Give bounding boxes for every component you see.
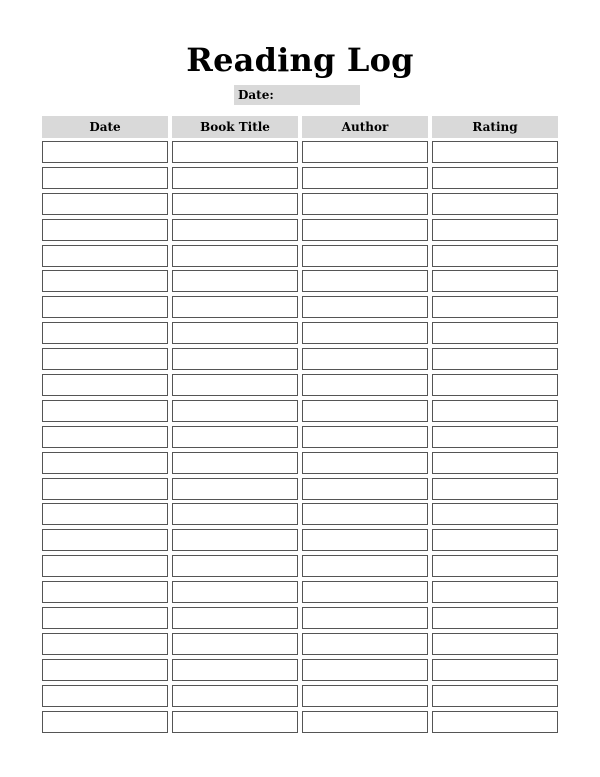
cell-author[interactable] xyxy=(302,659,428,681)
cell-rating[interactable] xyxy=(432,167,558,189)
cell-rating[interactable] xyxy=(432,685,558,707)
cell-book-title[interactable] xyxy=(172,503,298,525)
table-row xyxy=(42,193,558,215)
table-row xyxy=(42,348,558,370)
cell-author[interactable] xyxy=(302,685,428,707)
cell-book-title[interactable] xyxy=(172,322,298,344)
table-row xyxy=(42,581,558,603)
table-row xyxy=(42,711,558,733)
table-row xyxy=(42,659,558,681)
cell-author[interactable] xyxy=(302,581,428,603)
cell-author[interactable] xyxy=(302,322,428,344)
cell-rating[interactable] xyxy=(432,322,558,344)
cell-author[interactable] xyxy=(302,348,428,370)
table-row xyxy=(42,296,558,318)
cell-rating[interactable] xyxy=(432,529,558,551)
date-field[interactable] xyxy=(234,85,360,105)
cell-book-title[interactable] xyxy=(172,555,298,577)
cell-date[interactable] xyxy=(42,245,168,267)
table-row xyxy=(42,633,558,655)
cell-date[interactable] xyxy=(42,270,168,292)
column-header-author: Author xyxy=(302,116,428,138)
cell-author[interactable] xyxy=(302,193,428,215)
cell-author[interactable] xyxy=(302,296,428,318)
cell-book-title[interactable] xyxy=(172,659,298,681)
cell-book-title[interactable] xyxy=(172,270,298,292)
cell-author[interactable] xyxy=(302,478,428,500)
cell-author[interactable] xyxy=(302,529,428,551)
column-header-date: Date xyxy=(42,116,168,138)
cell-rating[interactable] xyxy=(432,659,558,681)
cell-rating[interactable] xyxy=(432,270,558,292)
table-row xyxy=(42,452,558,474)
cell-book-title[interactable] xyxy=(172,633,298,655)
table-row xyxy=(42,141,558,163)
cell-book-title[interactable] xyxy=(172,193,298,215)
cell-author[interactable] xyxy=(302,374,428,396)
cell-book-title[interactable] xyxy=(172,219,298,241)
cell-rating[interactable] xyxy=(432,607,558,629)
cell-rating[interactable] xyxy=(432,452,558,474)
table-row xyxy=(42,426,558,448)
table-row xyxy=(42,167,558,189)
cell-date[interactable] xyxy=(42,555,168,577)
cell-book-title[interactable] xyxy=(172,167,298,189)
cell-rating[interactable] xyxy=(432,426,558,448)
table-row xyxy=(42,529,558,551)
cell-book-title[interactable] xyxy=(172,685,298,707)
cell-book-title[interactable] xyxy=(172,607,298,629)
cell-date[interactable] xyxy=(42,167,168,189)
cell-date[interactable] xyxy=(42,322,168,344)
table-row xyxy=(42,607,558,629)
table-header xyxy=(42,116,558,141)
cell-author[interactable] xyxy=(302,503,428,525)
cell-date[interactable] xyxy=(42,348,168,370)
cell-rating[interactable] xyxy=(432,711,558,733)
cell-rating[interactable] xyxy=(432,555,558,577)
cell-date[interactable] xyxy=(42,141,168,163)
cell-book-title[interactable] xyxy=(172,400,298,422)
cell-author[interactable] xyxy=(302,167,428,189)
cell-rating[interactable] xyxy=(432,633,558,655)
cell-rating[interactable] xyxy=(432,374,558,396)
cell-rating[interactable] xyxy=(432,503,558,525)
cell-author[interactable] xyxy=(302,270,428,292)
cell-book-title[interactable] xyxy=(172,529,298,551)
cell-author[interactable] xyxy=(302,219,428,241)
cell-rating[interactable] xyxy=(432,193,558,215)
cell-author[interactable] xyxy=(302,245,428,267)
cell-date[interactable] xyxy=(42,374,168,396)
cell-author[interactable] xyxy=(302,555,428,577)
cell-rating[interactable] xyxy=(432,348,558,370)
cell-date[interactable] xyxy=(42,581,168,603)
date-label: Date: xyxy=(238,88,274,102)
page-title: Reading Log xyxy=(186,41,414,79)
cell-book-title[interactable] xyxy=(172,581,298,603)
cell-author[interactable] xyxy=(302,452,428,474)
table-row xyxy=(42,245,558,267)
cell-date[interactable] xyxy=(42,659,168,681)
column-header-rating: Rating xyxy=(432,116,558,138)
cell-date[interactable] xyxy=(42,685,168,707)
cell-book-title[interactable] xyxy=(172,141,298,163)
cell-rating[interactable] xyxy=(432,296,558,318)
table-row xyxy=(42,555,558,577)
cell-date[interactable] xyxy=(42,400,168,422)
table-body xyxy=(42,141,558,736)
cell-author[interactable] xyxy=(302,607,428,629)
cell-book-title[interactable] xyxy=(172,348,298,370)
table-row xyxy=(42,322,558,344)
cell-date[interactable] xyxy=(42,452,168,474)
cell-book-title[interactable] xyxy=(172,374,298,396)
cell-rating[interactable] xyxy=(432,141,558,163)
table-row xyxy=(42,503,558,525)
table-row xyxy=(42,478,558,500)
cell-rating[interactable] xyxy=(432,581,558,603)
cell-book-title[interactable] xyxy=(172,452,298,474)
cell-book-title[interactable] xyxy=(172,478,298,500)
cell-rating[interactable] xyxy=(432,478,558,500)
cell-date[interactable] xyxy=(42,219,168,241)
table-row xyxy=(42,400,558,422)
cell-rating[interactable] xyxy=(432,245,558,267)
table-row xyxy=(42,270,558,292)
cell-date[interactable] xyxy=(42,633,168,655)
cell-date[interactable] xyxy=(42,478,168,500)
cell-author[interactable] xyxy=(302,711,428,733)
cell-author[interactable] xyxy=(302,141,428,163)
cell-book-title[interactable] xyxy=(172,296,298,318)
cell-date[interactable] xyxy=(42,607,168,629)
table-row xyxy=(42,685,558,707)
cell-book-title[interactable] xyxy=(172,426,298,448)
cell-book-title[interactable] xyxy=(172,245,298,267)
cell-date[interactable] xyxy=(42,296,168,318)
cell-date[interactable] xyxy=(42,529,168,551)
cell-rating[interactable] xyxy=(432,400,558,422)
cell-author[interactable] xyxy=(302,426,428,448)
cell-date[interactable] xyxy=(42,193,168,215)
table-row xyxy=(42,219,558,241)
cell-author[interactable] xyxy=(302,633,428,655)
cell-author[interactable] xyxy=(302,400,428,422)
column-header-book-title: Book Title xyxy=(172,116,298,138)
cell-date[interactable] xyxy=(42,426,168,448)
cell-date[interactable] xyxy=(42,503,168,525)
cell-rating[interactable] xyxy=(432,219,558,241)
table-row xyxy=(42,374,558,396)
cell-date[interactable] xyxy=(42,711,168,733)
cell-book-title[interactable] xyxy=(172,711,298,733)
